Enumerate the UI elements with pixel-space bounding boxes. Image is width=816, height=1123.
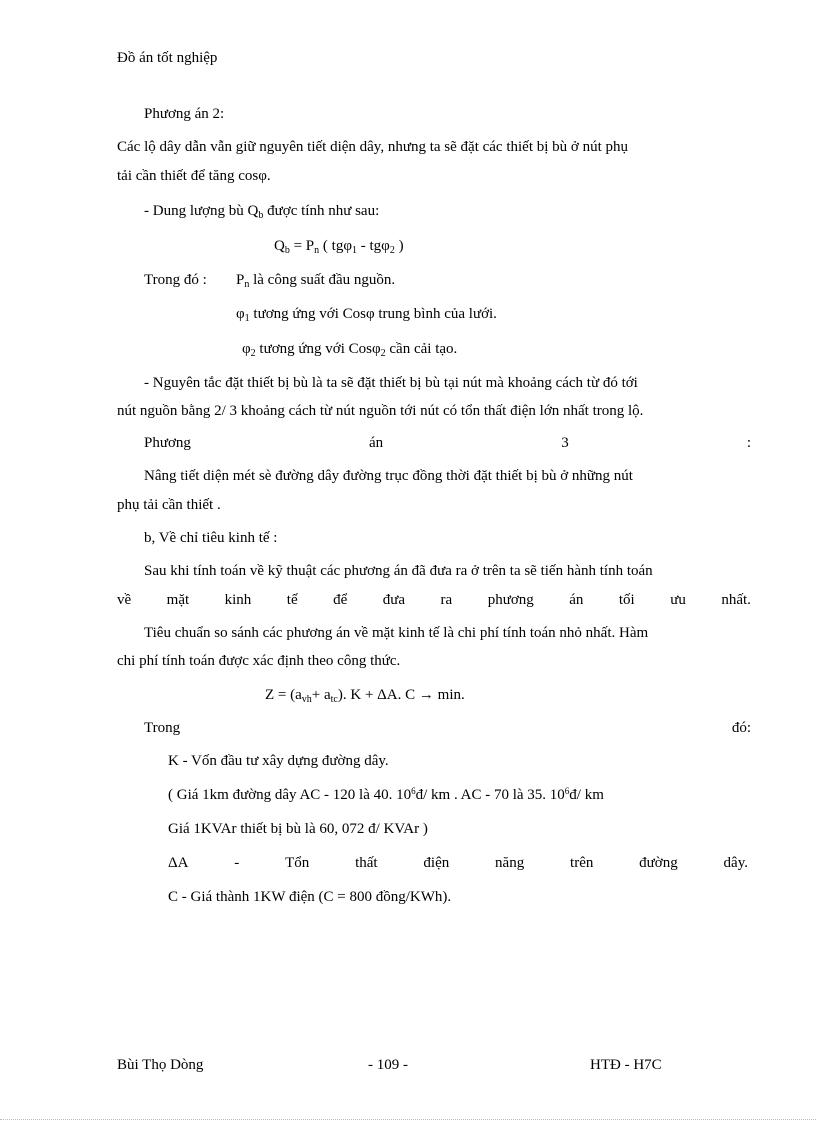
option2-line2: tải cần thiết để tăng cosφ. [117, 168, 271, 184]
f2-c: ). K + ΔA. C → min. [337, 687, 465, 703]
f1-psub: n [314, 245, 320, 256]
delta-word: dây. [723, 855, 748, 871]
option3-line1: Nâng tiết diện mét sè đường dây đường trục đồng thời đặt thiết bị bù ở những nút [144, 468, 633, 484]
f1-open: ( tgφ [319, 238, 352, 254]
delta-word: ΔA [168, 855, 189, 871]
econ-word: mặt [166, 592, 190, 608]
econ-word: để [333, 592, 348, 608]
econ-word: kinh [224, 592, 252, 608]
phi1-symbol: φ [236, 306, 245, 322]
criteria-line2: chi phí tính toán được xác định theo công thức. [117, 653, 401, 669]
footer-page-number: - 109 - [368, 1057, 408, 1073]
capacity-text: - Dung lượng bù Q [144, 203, 259, 219]
where2-line [144, 719, 751, 737]
phi1-text: tương ứng với Cosφ trung bình của lưới. [249, 306, 497, 322]
econ-line1: Sau khi tính toán về kỹ thuật các phương án đã đưa ra ở trên ta sẽ tiến hành tính toán [144, 563, 653, 579]
criteria-line1: Tiêu chuẩn so sánh các phương án về mặt kinh tế là chi phí tính toán nhỏ nhất. Hàm [144, 625, 649, 641]
footer-author: Bùi Thọ Dòng [117, 1057, 204, 1073]
f2-b: + a [311, 687, 331, 703]
option3-heading [144, 434, 751, 452]
page-bottom-divider [0, 1119, 816, 1120]
price-line [168, 786, 604, 804]
price-b: đ/ km . AC - 70 là 35. 10 [415, 787, 565, 803]
f1-qsub: b [284, 245, 290, 256]
f1-q: Q [274, 238, 285, 254]
delta-line [168, 854, 748, 872]
footer-class: HTĐ - H7C [590, 1057, 662, 1073]
phi2-sub2: 2 [380, 348, 386, 359]
phi1-line [236, 305, 497, 323]
option3-word: Phương [144, 435, 191, 451]
econ-word: tối [618, 592, 635, 608]
where1-pn [236, 271, 395, 289]
option3-word: 3 [561, 435, 569, 451]
econ-line2 [117, 591, 751, 609]
econ-word: đưa [382, 592, 406, 608]
option3-word: : [746, 435, 751, 451]
where1-psub: n [244, 279, 250, 290]
f2-a: Z = (a [265, 687, 302, 703]
where1-p: P [236, 272, 245, 288]
principle-line1-text: - Nguyên tắc đặt thiết bị bù là ta sẽ đặt thiết bị bù tại nút mà khoảng cách từ đó tới [144, 375, 638, 391]
price-a: ( Giá 1km đường dây AC - 120 là 40. 10 [168, 787, 412, 803]
c-line: C - Giá thành 1KW điện (C = 800 đồng/KWh). [168, 889, 452, 905]
price-sup2: 6 [564, 786, 570, 796]
capacity-line [144, 202, 379, 220]
econ-word: về [117, 592, 132, 608]
f2-sub1: vh [301, 694, 312, 705]
running-header: Đồ án tốt nghiệp [117, 50, 218, 66]
option3-line2: phụ tải cần thiết . [117, 497, 221, 513]
option2-line1-text: Các lộ dây dẫn vẫn giữ nguyên tiết diện dây, nhưng ta sẽ đặt các thiết bị bù ở nút phụ [117, 139, 629, 155]
option2-line1 [117, 138, 751, 156]
delta-word: - [234, 855, 240, 871]
delta-word: đường [639, 855, 678, 871]
f1-close: ) [394, 238, 404, 254]
f1-mid: - tgφ [356, 238, 390, 254]
econ-word: án [569, 592, 584, 608]
econ-word: ra [440, 592, 453, 608]
phi2-text-a: tương ứng với Cosφ [255, 341, 381, 357]
econ-word: nhất. [721, 592, 751, 608]
option3-word: án [368, 435, 384, 451]
capacity-text-post: được tính như sau: [263, 203, 380, 219]
principle-line1 [144, 374, 751, 392]
econ-heading: b, Về chỉ tiêu kinh tế : [144, 530, 278, 546]
where1-text: là công suất đầu nguồn. [249, 272, 396, 288]
delta-word: thất [355, 855, 378, 871]
phi2-sub: 2 [250, 348, 256, 359]
f1-eq: = P [289, 238, 315, 254]
option2-heading: Phương án 2: [144, 106, 225, 122]
phi1-sub: 1 [244, 313, 250, 324]
kvar-line: Giá 1KVAr thiết bị bù là 60, 072 đ/ KVAr ) [168, 821, 428, 837]
principle-line2: nút nguồn bằng 2/ 3 khoảng cách từ nút nguồn tới nút có tổn thất điện lớn nhất trong lộ. [117, 403, 644, 419]
formula-qb [274, 237, 404, 255]
k-line: K - Vốn đầu tư xây dựng đường dây. [168, 753, 389, 769]
where2-word: đó: [731, 720, 751, 736]
delta-word: điện [423, 855, 450, 871]
delta-word: Tổn [285, 855, 310, 871]
phi2-symbol: φ [242, 341, 251, 357]
f1-s2: 2 [389, 245, 395, 256]
phi2-text-b: cần cải tạo. [385, 341, 458, 357]
delta-word: trên [570, 855, 594, 871]
f2-sub2: tc [330, 694, 338, 705]
formula-z [265, 686, 465, 704]
where2-word: Trong [144, 720, 181, 736]
price-sup1: 6 [411, 786, 416, 796]
price-c: đ/ km [569, 787, 604, 803]
capacity-sub: b [258, 210, 264, 221]
phi2-line [242, 340, 457, 358]
econ-word: tế [286, 592, 298, 608]
econ-word: ưu [670, 592, 686, 608]
delta-word: năng [495, 855, 525, 871]
f1-s1: 1 [351, 245, 357, 256]
where1-label: Trong đó : [144, 272, 207, 288]
econ-word: phương [487, 592, 534, 608]
